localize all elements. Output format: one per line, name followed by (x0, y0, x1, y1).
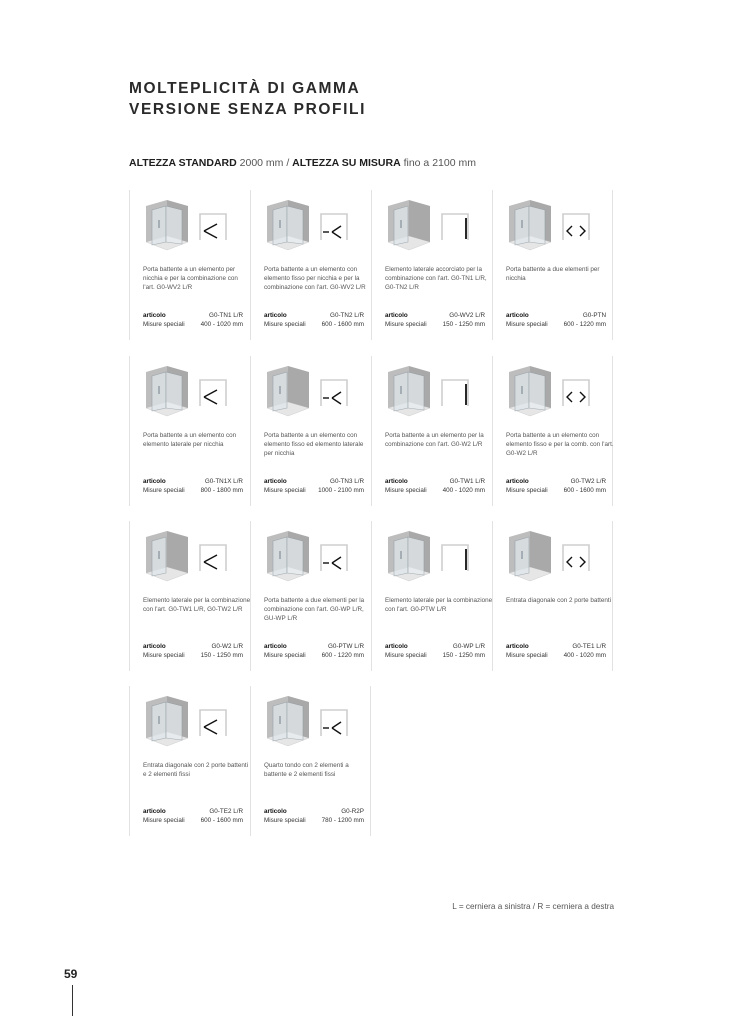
product-description: Porta battente a un elemento con elemento fisso per nicchia e per la combinazione con l'art. G0-WV2 L/R (264, 266, 366, 292)
article-code: G0-WV2 L/R (449, 312, 485, 319)
size-range: 150 - 1250 mm (200, 652, 243, 660)
size-range: 1000 - 2100 mm (318, 487, 364, 495)
product-specs (143, 311, 243, 330)
article-code: G0-R2P (341, 808, 364, 815)
product-card (371, 356, 492, 506)
product-card (371, 190, 492, 340)
special-sizes-label: Misure speciali (143, 487, 185, 495)
product-description: Porta battente a un elemento per la combinazione con l'art. G0-W2 L/R (385, 432, 484, 449)
diagonal-entry-icon (561, 543, 591, 573)
special-sizes-label: Misure speciali (143, 652, 185, 660)
product-specs (506, 477, 606, 496)
shower-enclosure-icon (507, 198, 553, 254)
product-card (492, 190, 613, 340)
article-label: articolo (506, 312, 529, 319)
quarter-round-icon (319, 708, 349, 738)
article-label: articolo (264, 808, 287, 815)
product-description: Porta battente a un elemento per nicchia e per la combinazione con l'art. G0-WV2 L/R (143, 266, 238, 292)
diagonal-entry-fixed-icon (198, 708, 228, 738)
special-sizes-label: Misure speciali (264, 321, 306, 329)
size-range: 600 - 1600 mm (321, 321, 364, 329)
article-code: G0-TW2 L/R (570, 478, 606, 485)
article-label: articolo (143, 478, 166, 485)
special-sizes-label: Misure speciali (385, 652, 427, 660)
article-label: articolo (143, 312, 166, 319)
product-description: Porta battente a un elemento con elemento fisso e per la comb. con l'art. G0-W2 L/R (506, 432, 614, 458)
article-code: G0-TN3 L/R (330, 478, 364, 485)
size-range: 400 - 1020 mm (442, 487, 485, 495)
article-code: G0-TE2 L/R (209, 808, 243, 815)
product-description: Entrata diagonale con 2 porte battenti (506, 597, 612, 604)
article-label: articolo (264, 478, 287, 485)
shower-enclosure-icon (265, 198, 311, 254)
product-description: Porta battente a due elementi per nicchia (506, 266, 600, 283)
product-card (250, 190, 371, 340)
article-label: articolo (506, 478, 529, 485)
shower-enclosure-icon (386, 198, 432, 254)
standard-height-label: ALTEZZA STANDARD (129, 157, 237, 169)
article-label: articolo (506, 643, 529, 650)
product-card (250, 521, 371, 671)
side-panel-icon (440, 212, 470, 242)
shower-enclosure-icon (386, 364, 432, 420)
article-label: articolo (264, 643, 287, 650)
special-sizes-label: Misure speciali (264, 652, 306, 660)
double-door-icon (561, 212, 591, 242)
article-code: G0-TN1 L/R (209, 312, 243, 319)
corner-door-icon (440, 378, 470, 408)
shower-enclosure-icon (265, 529, 311, 585)
page-number: 59 (64, 967, 78, 981)
product-specs (143, 807, 243, 826)
product-card (492, 521, 613, 671)
special-sizes-label: Misure speciali (506, 652, 548, 660)
article-label: articolo (385, 312, 408, 319)
special-sizes-label: Misure speciali (385, 321, 427, 329)
product-specs (264, 807, 364, 826)
article-code: G0-W2 L/R (211, 643, 243, 650)
size-range: 150 - 1250 mm (442, 321, 485, 329)
title-line-2: VERSIONE SENZA PROFILI (129, 101, 367, 118)
product-card (250, 356, 371, 506)
article-code: G0-WP L/R (452, 643, 485, 650)
size-range: 600 - 1600 mm (563, 487, 606, 495)
product-specs (385, 642, 485, 661)
shower-enclosure-icon (265, 694, 311, 750)
product-specs (143, 642, 243, 661)
article-label: articolo (264, 312, 287, 319)
page-title (129, 78, 366, 120)
size-range: 600 - 1600 mm (200, 817, 243, 825)
article-code: G0-TN2 L/R (330, 312, 364, 319)
shower-enclosure-icon (386, 529, 432, 585)
product-card (129, 190, 250, 340)
shower-enclosure-icon (144, 694, 190, 750)
article-label: articolo (143, 643, 166, 650)
shower-enclosure-icon (144, 529, 190, 585)
special-sizes-label: Misure speciali (143, 817, 185, 825)
product-specs (385, 477, 485, 496)
swing-door-fixed-icon (319, 212, 349, 242)
product-card (492, 356, 613, 506)
product-specs (264, 477, 364, 496)
product-description: Porta battente a un elemento con elemento laterale per nicchia (143, 432, 237, 449)
swing-door-niche-icon (198, 212, 228, 242)
size-range: 800 - 1800 mm (200, 487, 243, 495)
corner-door-fixed-icon (561, 378, 591, 408)
product-specs (264, 642, 364, 661)
swing-door-fixed-lateral-icon (319, 378, 349, 408)
product-card (371, 521, 492, 671)
height-info (129, 157, 476, 169)
article-code: G0-TN1X L/R (204, 478, 243, 485)
standard-height-value: 2000 mm / (236, 157, 293, 169)
article-code: G0-TW1 L/R (449, 478, 485, 485)
side-panel-icon (440, 543, 470, 573)
custom-height-label: ALTEZZA SU MISURA (292, 157, 401, 169)
product-specs (385, 311, 485, 330)
shower-enclosure-icon (144, 198, 190, 254)
size-range: 150 - 1250 mm (442, 652, 485, 660)
product-description: Porta battente a due elementi per la combinazione con l'art. G0-WP L/R, GU-WP L/R (264, 597, 365, 623)
product-specs (143, 477, 243, 496)
article-label: articolo (143, 808, 166, 815)
product-specs (264, 311, 364, 330)
article-code: G0-PTW L/R (327, 643, 364, 650)
size-range: 600 - 1220 mm (321, 652, 364, 660)
product-specs (506, 642, 606, 661)
special-sizes-label: Misure speciali (506, 321, 548, 329)
page-number-rule (72, 985, 73, 1016)
size-range: 600 - 1220 mm (563, 321, 606, 329)
product-description: Porta battente a un elemento con elemento fisso ed elemento laterale per nicchia (264, 432, 364, 458)
article-label: articolo (385, 643, 408, 650)
article-code: G0-TE1 L/R (572, 643, 606, 650)
article-code: G0-PTN (582, 312, 606, 319)
article-label: articolo (385, 478, 408, 485)
product-description: Elemento laterale per la combinazione con l'art. G0-TW1 L/R, G0-TW2 L/R (143, 597, 251, 614)
product-card (129, 521, 250, 671)
special-sizes-label: Misure speciali (264, 817, 306, 825)
shower-enclosure-icon (144, 364, 190, 420)
special-sizes-label: Misure speciali (506, 487, 548, 495)
title-line-1: MOLTEPLICITÀ DI GAMMA (129, 80, 361, 97)
special-sizes-label: Misure speciali (143, 321, 185, 329)
size-range: 780 - 1200 mm (321, 817, 364, 825)
product-card (129, 686, 250, 836)
special-sizes-label: Misure speciali (385, 487, 427, 495)
product-description: Quarto tondo con 2 elementi a battente e 2 elementi fissi (264, 762, 349, 779)
size-range: 400 - 1020 mm (563, 652, 606, 660)
shower-enclosure-icon (507, 529, 553, 585)
hinge-legend: L = cerniera a sinistra / R = cerniera a destra (452, 902, 614, 911)
shower-enclosure-icon (265, 364, 311, 420)
product-card (129, 356, 250, 506)
product-description: Elemento laterale per la combinazione con l'art. G0-PTW L/R (385, 597, 493, 614)
product-description: Entrata diagonale con 2 porte battenti e 2 elementi fissi (143, 762, 249, 779)
shower-enclosure-icon (507, 364, 553, 420)
size-range: 400 - 1020 mm (200, 321, 243, 329)
product-specs (506, 311, 606, 330)
side-panel-icon (198, 543, 228, 573)
swing-door-lateral-icon (198, 378, 228, 408)
double-door-corner-icon (319, 543, 349, 573)
product-card (250, 686, 371, 836)
custom-height-value: fino a 2100 mm (400, 157, 476, 169)
special-sizes-label: Misure speciali (264, 487, 306, 495)
product-description: Elemento laterale accorciato per la combinazione con l'art. G0-TN1 L/R, G0-TN2 L/R (385, 266, 487, 292)
